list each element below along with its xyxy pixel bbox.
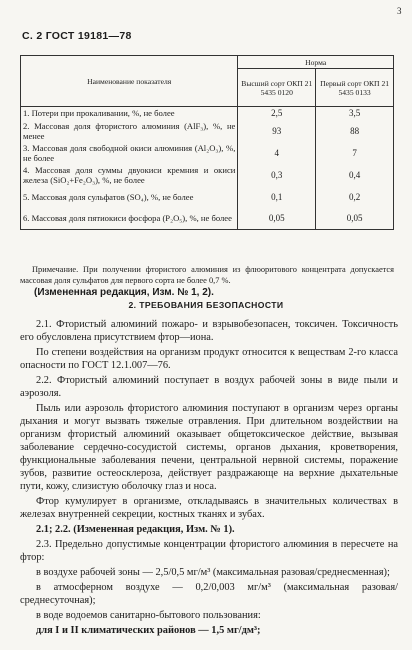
paragraph: для I и II климатических районов — 1,5 мг/дм³; xyxy=(36,625,261,636)
paragraph: 2.2. Фтористый алюминий поступает в воздух рабочей зоны в виде пыли и аэрозоля. xyxy=(20,375,398,399)
indicator-name: 3. Массовая доля свободной окиси алюминия (Al₂O₃), %, не более xyxy=(21,142,238,164)
grade-2-value: 0,2 xyxy=(316,186,394,208)
table-row xyxy=(21,107,394,120)
grade-1-value: 4 xyxy=(238,142,316,164)
header-indicator: Наименование показателя xyxy=(21,56,238,107)
indicator-name: 4. Массовая доля суммы двуокиси кремния и окиси железа (SiO₂+Fe₂O₃), %, не более xyxy=(21,164,238,186)
header-grade-1: Высший сорт ОКП 21 5435 0120 xyxy=(238,69,316,107)
grade-2-value: 3,5 xyxy=(316,107,394,120)
table-row xyxy=(21,208,394,230)
grade-2-value: 88 xyxy=(316,120,394,142)
revision-note: (Измененная редакция, Изм. № 1, 2). xyxy=(34,287,214,298)
indicator-name: 6. Массовая доля пятиокиси фосфора (P₂O₅), %, не более xyxy=(21,208,238,230)
section-title: 2. ТРЕБОВАНИЯ БЕЗОПАСНОСТИ xyxy=(128,300,284,310)
paragraph: в атмосферном воздухе — 0,2/0,003 мг/м³ (максимальная разовая/среднесуточная); xyxy=(20,582,398,606)
norms-table xyxy=(20,55,394,230)
paragraph: 2.3. Предельно допустимые концентрации фтористого алюминия в пересчете на фтор: xyxy=(20,539,398,563)
section-body xyxy=(20,318,398,639)
table-row xyxy=(21,164,394,186)
grade-1-value: 2,5 xyxy=(238,107,316,120)
revision-paragraph: 2.1; 2.2. (Измененная редакция, Изм. № 1). xyxy=(36,524,235,535)
grade-1-value: 93 xyxy=(238,120,316,142)
paragraph: Пыль или аэрозоль фтористого алюминия поступают в организм через органы дыхания и могут вызвать тяжелые отравления. При длительном воздействии на организм фтористый алюминий оказывает общетоксическое действие, вызывая заболевание сердечно-сосудистой системы, органов дыхания, кроветворения, функциональные заболевания печени, центральной нервной системы, поражение зубов, развитие остеосклероза, действует раздражающе на верхние дыхательные пути, кожу, слизистую оболочку глаз и носа. xyxy=(20,403,398,492)
grade-1-value: 0,1 xyxy=(238,186,316,208)
header-norm: Норма xyxy=(238,56,394,69)
table-note: Примечание. При получении фтористого алюминия из флюоритового концентрата допускается массовая доля сульфатов для первого сорта не более 0,7 %. xyxy=(20,265,394,285)
paragraph: в воде водоемов санитарно-бытового пользования: xyxy=(36,610,261,621)
standard-code: ГОСТ 19181—78 xyxy=(45,30,132,42)
paragraph: в воздухе рабочей зоны — 2,5/0,5 мг/м³ (максимальная разовая/среднесменная); xyxy=(36,567,390,578)
table-row xyxy=(21,120,394,142)
indicator-name: 2. Массовая доля фтористого алюминия (AlF₃), %, не менее xyxy=(21,120,238,142)
paragraph: Фтор кумулирует в организме, откладываясь в значительных количествах в железах внутренней секреции, костных тканях и зубах. xyxy=(20,496,398,520)
grade-1-value: 0,05 xyxy=(238,208,316,230)
header-grade-2: Первый сорт ОКП 21 5435 0133 xyxy=(316,69,394,107)
page-number: С. 2 xyxy=(22,30,43,42)
grade-2-value: 0,4 xyxy=(316,164,394,186)
table-row xyxy=(21,142,394,164)
grade-2-value: 0,05 xyxy=(316,208,394,230)
corner-mark: 3 xyxy=(397,6,402,16)
table-row xyxy=(21,186,394,208)
indicator-name: 5. Массовая доля сульфатов (SO₄), %, не более xyxy=(21,186,238,208)
grade-1-value: 0,3 xyxy=(238,164,316,186)
grade-2-value: 7 xyxy=(316,142,394,164)
page-header xyxy=(22,30,132,42)
indicator-name: 1. Потери при прокаливании, %, не более xyxy=(21,107,238,120)
paragraph: 2.1. Фтористый алюминий пожаро- и взрывобезопасен, токсичен. Токсичность его обусловлена присутствием фтор—иона. xyxy=(20,319,398,343)
paragraph: По степени воздействия на организм продукт относится к веществам 2-го класса опасности по ГОСТ 12.1.007—76. xyxy=(20,347,398,371)
